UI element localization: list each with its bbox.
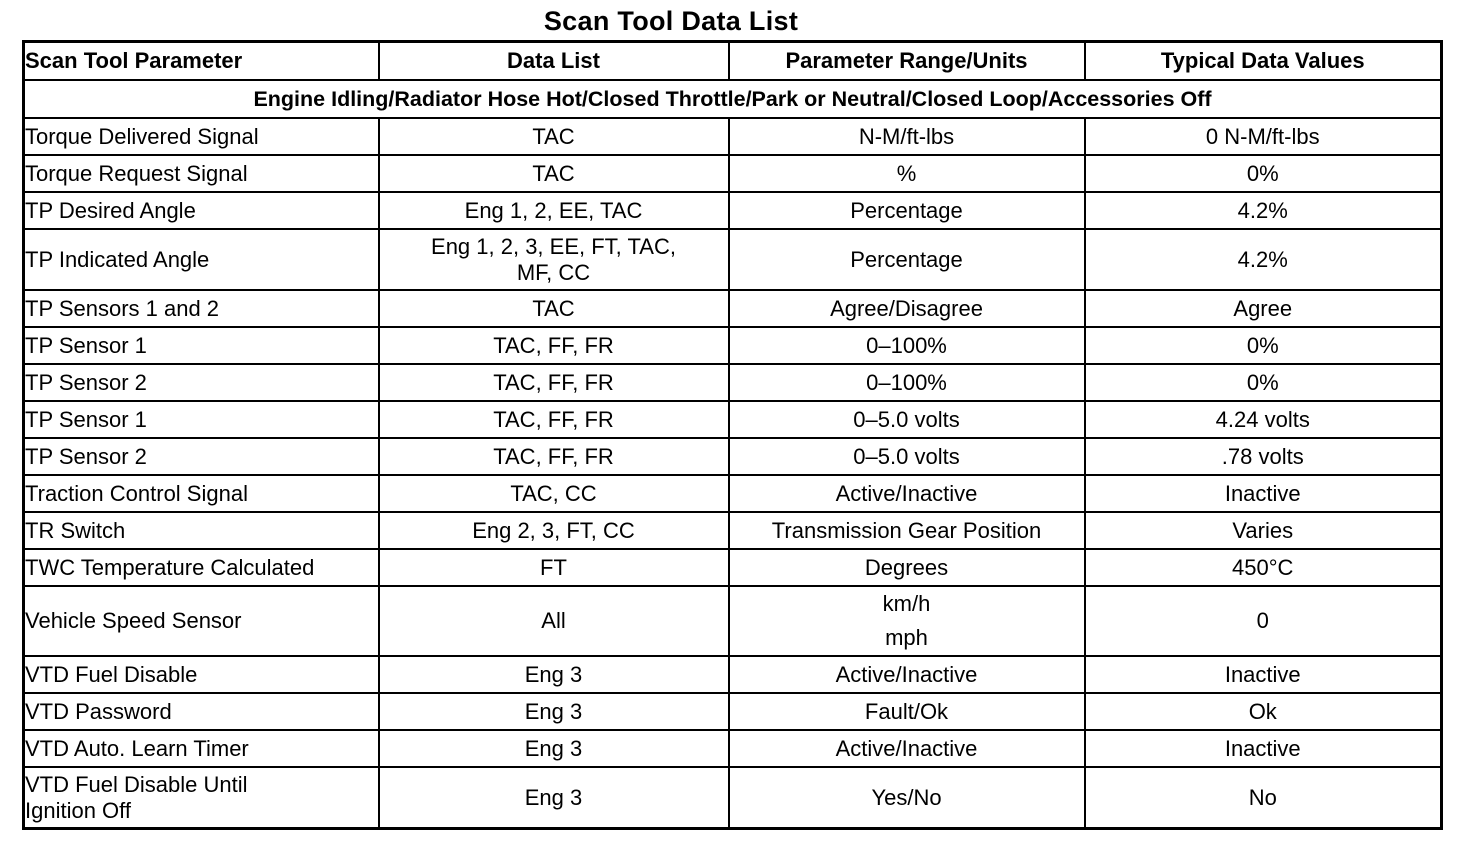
parameter-line-2: Ignition Off <box>25 797 131 823</box>
parameter-cell: TP Sensors 1 and 2 <box>24 290 379 327</box>
data-list-cell: TAC <box>379 155 729 192</box>
range-cell: 0–100% <box>729 364 1085 401</box>
data-list-cell: Eng 3 <box>379 767 729 829</box>
table-row <box>24 364 1442 401</box>
typical-value-cell: 0 N-M/ft-lbs <box>1085 118 1442 155</box>
range-cell: Percentage <box>729 229 1085 290</box>
data-list-cell: Eng 2, 3, FT, CC <box>379 512 729 549</box>
parameter-cell <box>24 767 379 829</box>
typical-value-cell: Agree <box>1085 290 1442 327</box>
range-cell: Active/Inactive <box>729 475 1085 512</box>
parameter-cell: TP Sensor 2 <box>24 364 379 401</box>
typical-value-cell: No <box>1085 767 1442 829</box>
data-list-cell: Eng 1, 2, EE, TAC <box>379 192 729 229</box>
parameter-cell: TR Switch <box>24 512 379 549</box>
range-cell: Active/Inactive <box>729 656 1085 693</box>
range-cell: Percentage <box>729 192 1085 229</box>
range-cell: Active/Inactive <box>729 730 1085 767</box>
parameter-cell: VTD Password <box>24 693 379 730</box>
data-list-cell: TAC, FF, FR <box>379 438 729 475</box>
table-row <box>24 586 1442 656</box>
table-row <box>24 549 1442 586</box>
table-row <box>24 192 1442 229</box>
data-list-cell: TAC <box>379 118 729 155</box>
typical-value-cell: .78 volts <box>1085 438 1442 475</box>
data-list-line-1: Eng 1, 2, 3, EE, FT, TAC, <box>431 233 676 259</box>
typical-value-cell: Ok <box>1085 693 1442 730</box>
table-row <box>24 118 1442 155</box>
range-cell: Agree/Disagree <box>729 290 1085 327</box>
parameter-cell: TWC Temperature Calculated <box>24 549 379 586</box>
header-row <box>24 42 1442 81</box>
range-cell: 0–100% <box>729 327 1085 364</box>
parameter-cell: Torque Delivered Signal <box>24 118 379 155</box>
data-list-cell: TAC, FF, FR <box>379 401 729 438</box>
table-row <box>24 767 1442 829</box>
data-list-cell: TAC <box>379 290 729 327</box>
typical-value-cell: 0% <box>1085 155 1442 192</box>
parameter-cell: TP Sensor 2 <box>24 438 379 475</box>
table-row <box>24 730 1442 767</box>
parameter-cell: TP Sensor 1 <box>24 327 379 364</box>
parameter-cell: TP Sensor 1 <box>24 401 379 438</box>
header-scan-tool-parameter: Scan Tool Parameter <box>24 42 379 81</box>
scan-tool-data-table <box>22 40 1443 830</box>
table-row <box>24 475 1442 512</box>
condition-row <box>24 80 1442 118</box>
header-parameter-range-units: Parameter Range/Units <box>729 42 1085 81</box>
parameter-cell: TP Desired Angle <box>24 192 379 229</box>
typical-value-cell: Inactive <box>1085 475 1442 512</box>
data-list-cell: TAC, FF, FR <box>379 364 729 401</box>
table-row <box>24 656 1442 693</box>
header-data-list: Data List <box>379 42 729 81</box>
typical-value-cell: 4.2% <box>1085 229 1442 290</box>
range-cell: 0–5.0 volts <box>729 438 1085 475</box>
data-list-cell: FT <box>379 549 729 586</box>
range-line-2: mph <box>885 625 928 650</box>
document-title: Scan Tool Data List <box>543 6 799 36</box>
table-row <box>24 693 1442 730</box>
typical-value-cell: 4.2% <box>1085 192 1442 229</box>
parameter-cell: Traction Control Signal <box>24 475 379 512</box>
parameter-cell: Vehicle Speed Sensor <box>24 586 379 656</box>
parameter-cell: VTD Auto. Learn Timer <box>24 730 379 767</box>
data-list-cell: Eng 3 <box>379 693 729 730</box>
range-cell <box>729 586 1085 656</box>
range-cell: 0–5.0 volts <box>729 401 1085 438</box>
data-list-cell: Eng 3 <box>379 656 729 693</box>
typical-value-cell: 4.24 volts <box>1085 401 1442 438</box>
range-cell: % <box>729 155 1085 192</box>
parameter-line-1: VTD Fuel Disable Until <box>25 771 248 797</box>
range-cell: Transmission Gear Position <box>729 512 1085 549</box>
typical-value-cell: 0 <box>1085 586 1442 656</box>
typical-value-cell: 0% <box>1085 327 1442 364</box>
table-row <box>24 401 1442 438</box>
table-row <box>24 290 1442 327</box>
range-cell: Yes/No <box>729 767 1085 829</box>
data-list-line-2: MF, CC <box>516 259 591 285</box>
range-cell: N-M/ft-lbs <box>729 118 1085 155</box>
parameter-cell: Torque Request Signal <box>24 155 379 192</box>
header-typical-data-values: Typical Data Values <box>1085 42 1442 81</box>
operating-condition: Engine Idling/Radiator Hose Hot/Closed Throttle/Park or Neutral/Closed Loop/Accessories Off <box>24 80 1442 118</box>
data-list-cell <box>379 229 729 290</box>
table-row <box>24 438 1442 475</box>
table-row <box>24 229 1442 290</box>
table-row <box>24 155 1442 192</box>
typical-value-cell: 450°C <box>1085 549 1442 586</box>
range-line-1: km/h <box>882 591 931 616</box>
typical-value-cell: Varies <box>1085 512 1442 549</box>
data-list-cell: TAC, CC <box>379 475 729 512</box>
range-cell: Fault/Ok <box>729 693 1085 730</box>
typical-value-cell: Inactive <box>1085 656 1442 693</box>
table-row <box>24 327 1442 364</box>
data-list-cell: All <box>379 586 729 656</box>
data-list-cell: Eng 3 <box>379 730 729 767</box>
table-row <box>24 512 1442 549</box>
typical-value-cell: Inactive <box>1085 730 1442 767</box>
typical-value-cell: 0% <box>1085 364 1442 401</box>
parameter-cell: VTD Fuel Disable <box>24 656 379 693</box>
range-cell: Degrees <box>729 549 1085 586</box>
parameter-cell: TP Indicated Angle <box>24 229 379 290</box>
data-list-cell: TAC, FF, FR <box>379 327 729 364</box>
